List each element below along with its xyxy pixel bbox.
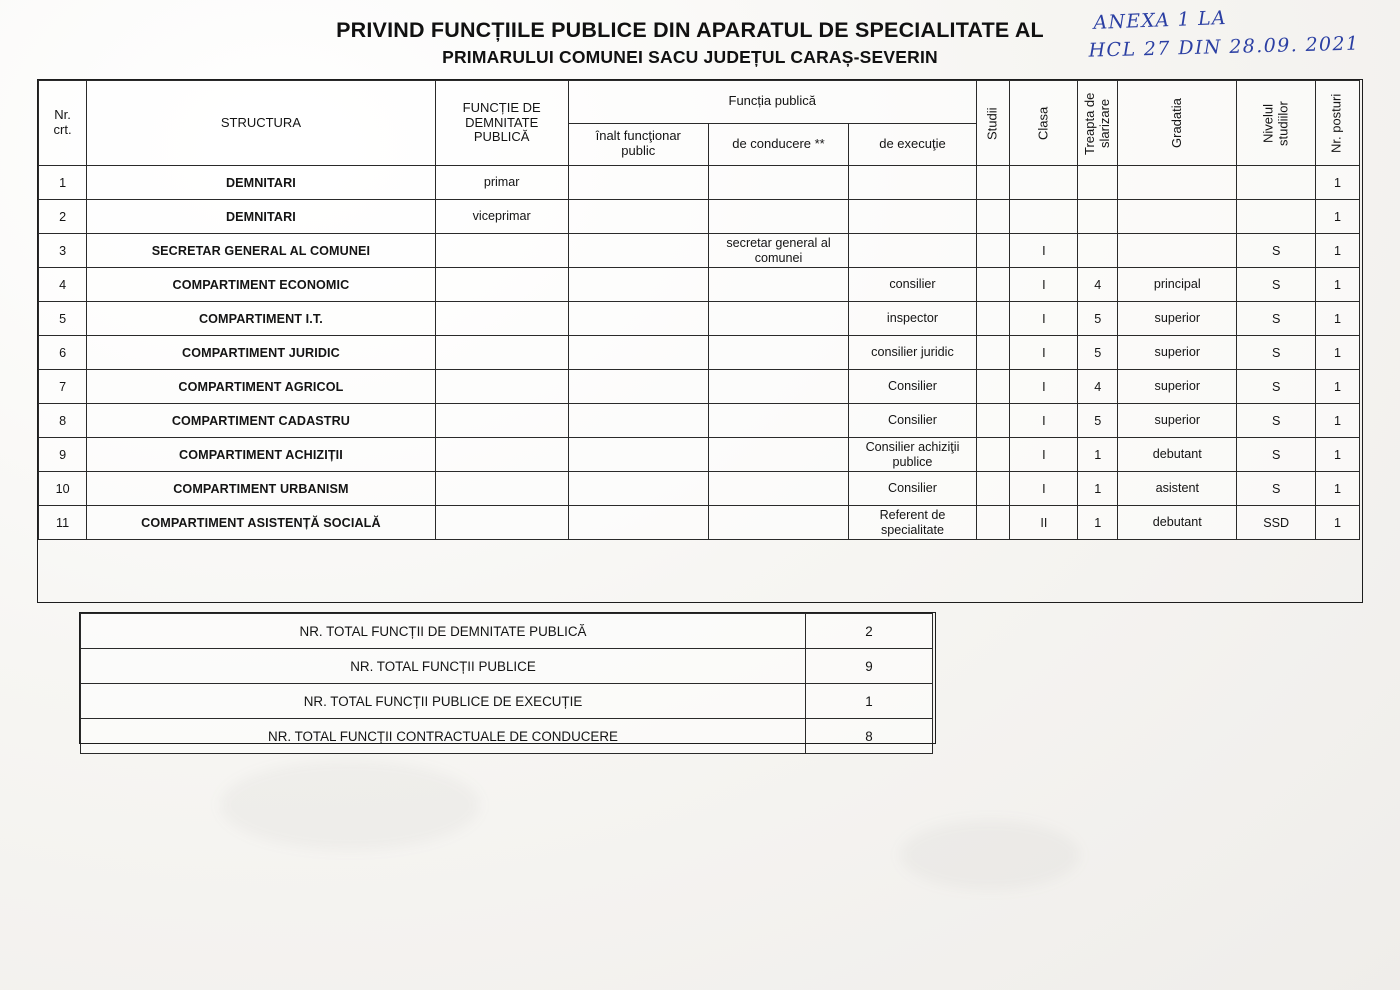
cell-structura: COMPARTIMENT URBANISM (87, 472, 436, 506)
cell-clasa: I (1010, 302, 1078, 336)
cell-studii (976, 370, 1009, 404)
table-row (39, 234, 1360, 268)
cell-demnitate (435, 472, 568, 506)
cell-gradatia (1118, 166, 1237, 200)
cell-treapta (1078, 234, 1118, 268)
cell-nr: 1 (39, 166, 87, 200)
cell-gradatia: debutant (1118, 438, 1237, 472)
cell-studii (976, 166, 1009, 200)
cell-clasa (1010, 166, 1078, 200)
cell-conducere (708, 302, 848, 336)
positions-table-body (39, 166, 1360, 540)
table-row (39, 438, 1360, 472)
header-nr-crt-line2: crt. (53, 122, 72, 137)
cell-nivel-studii: S (1237, 472, 1316, 506)
cell-demnitate (435, 438, 568, 472)
header-de-executie: de execuţie (849, 123, 977, 166)
totals-label: NR. TOTAL FUNCȚII PUBLICE (81, 649, 806, 684)
cell-clasa: II (1010, 506, 1078, 540)
cell-nr: 5 (39, 302, 87, 336)
cell-structura: COMPARTIMENT JURIDIC (87, 336, 436, 370)
table-row (39, 166, 1360, 200)
cell-treapta (1078, 166, 1118, 200)
cell-gradatia: superior (1118, 370, 1237, 404)
header-nr-crt-line1: Nr. (54, 107, 71, 123)
totals-value: 8 (806, 719, 933, 754)
header-clasa: Clasa (1010, 81, 1078, 166)
cell-gradatia: superior (1118, 404, 1237, 438)
totals-row (81, 649, 933, 684)
cell-executie: Consilier (849, 472, 977, 506)
cell-nivel-studii: S (1237, 404, 1316, 438)
cell-treapta: 5 (1078, 404, 1118, 438)
cell-nr-posturi: 1 (1315, 336, 1359, 370)
cell-gradatia: debutant (1118, 506, 1237, 540)
cell-nr-posturi: 1 (1315, 370, 1359, 404)
cell-studii (976, 506, 1009, 540)
cell-nivel-studii: S (1237, 336, 1316, 370)
cell-conducere: secretar general al comunei (708, 234, 848, 268)
table-row (39, 268, 1360, 302)
cell-nr: 2 (39, 200, 87, 234)
cell-demnitate (435, 404, 568, 438)
cell-treapta: 5 (1078, 302, 1118, 336)
cell-gradatia: superior (1118, 336, 1237, 370)
totals-label: NR. TOTAL FUNCȚII CONTRACTUALE DE CONDUCERE (81, 719, 806, 754)
handwritten-annotation (1088, 0, 1360, 68)
header-functia-publica: Funcția publică (568, 81, 976, 124)
cell-nr-posturi: 1 (1315, 472, 1359, 506)
cell-nivel-studii: S (1237, 438, 1316, 472)
cell-nivel-studii (1237, 200, 1316, 234)
header-de-conducere: de conducere ** (708, 123, 848, 166)
scan-smudge (220, 760, 480, 850)
table-row (39, 370, 1360, 404)
table-row (39, 200, 1360, 234)
header-demnitate-line3: PUBLICĂ (473, 129, 530, 145)
cell-nivel-studii: SSD (1237, 506, 1316, 540)
cell-gradatia (1118, 234, 1237, 268)
header-inalt-line2: public (621, 143, 656, 159)
cell-demnitate: primar (435, 166, 568, 200)
cell-treapta: 1 (1078, 506, 1118, 540)
cell-executie: Consilier (849, 370, 977, 404)
cell-gradatia: principal (1118, 268, 1237, 302)
cell-nr: 11 (39, 506, 87, 540)
cell-structura: SECRETAR GENERAL AL COMUNEI (87, 234, 436, 268)
cell-demnitate (435, 234, 568, 268)
cell-studii (976, 200, 1009, 234)
cell-demnitate (435, 370, 568, 404)
header-demnitate-line1: FUNCȚIE DE (462, 99, 541, 115)
cell-executie (849, 166, 977, 200)
cell-nr-posturi: 1 (1315, 268, 1359, 302)
cell-clasa: I (1010, 336, 1078, 370)
cell-demnitate (435, 302, 568, 336)
cell-nr: 4 (39, 268, 87, 302)
cell-conducere (708, 438, 848, 472)
cell-inalt-functionar (568, 166, 708, 200)
cell-treapta: 5 (1078, 336, 1118, 370)
cell-structura: COMPARTIMENT AGRICOL (87, 370, 436, 404)
cell-demnitate (435, 268, 568, 302)
cell-inalt-functionar (568, 370, 708, 404)
cell-nivel-studii: S (1237, 268, 1316, 302)
cell-nr-posturi: 1 (1315, 506, 1359, 540)
cell-treapta: 1 (1078, 438, 1118, 472)
cell-inalt-functionar (568, 268, 708, 302)
cell-nr: 3 (39, 234, 87, 268)
header-functie-demnitate-publica (435, 81, 568, 166)
table-row (39, 506, 1360, 540)
totals-label: NR. TOTAL FUNCȚII PUBLICE DE EXECUȚIE (81, 684, 806, 719)
cell-structura: COMPARTIMENT ECONOMIC (87, 268, 436, 302)
totals-row (81, 684, 933, 719)
cell-treapta: 4 (1078, 370, 1118, 404)
cell-clasa: I (1010, 370, 1078, 404)
totals-value: 2 (806, 614, 933, 649)
cell-studii (976, 438, 1009, 472)
cell-clasa: I (1010, 234, 1078, 268)
cell-executie: inspector (849, 302, 977, 336)
cell-conducere (708, 506, 848, 540)
totals-row (81, 614, 933, 649)
header-inalt-line1: înalt funcţionar (595, 128, 681, 144)
header-treapta-de-salarizare: Treapta de slarizare (1078, 81, 1118, 166)
cell-studii (976, 336, 1009, 370)
totals-label: NR. TOTAL FUNCȚII DE DEMNITATE PUBLICĂ (81, 614, 806, 649)
cell-nr-posturi: 1 (1315, 200, 1359, 234)
cell-inalt-functionar (568, 472, 708, 506)
totals-value: 1 (806, 684, 933, 719)
cell-nr-posturi: 1 (1315, 166, 1359, 200)
cell-nivel-studii: S (1237, 302, 1316, 336)
cell-structura: COMPARTIMENT ASISTENȚĂ SOCIALĂ (87, 506, 436, 540)
positions-table (38, 80, 1360, 540)
cell-conducere (708, 268, 848, 302)
totals-row (81, 719, 933, 754)
cell-nivel-studii (1237, 166, 1316, 200)
table-row (39, 302, 1360, 336)
cell-clasa: I (1010, 268, 1078, 302)
cell-nr-posturi: 1 (1315, 302, 1359, 336)
cell-inalt-functionar (568, 438, 708, 472)
cell-structura: DEMNITARI (87, 200, 436, 234)
cell-nr-posturi: 1 (1315, 404, 1359, 438)
cell-executie: Referent de specialitate (849, 506, 977, 540)
cell-nr: 10 (39, 472, 87, 506)
cell-gradatia (1118, 200, 1237, 234)
cell-conducere (708, 200, 848, 234)
header-studii: Studii (976, 81, 1009, 166)
header-inalt-functionar-public (568, 123, 708, 166)
cell-nr-posturi: 1 (1315, 234, 1359, 268)
cell-nr-posturi: 1 (1315, 438, 1359, 472)
cell-conducere (708, 336, 848, 370)
cell-demnitate (435, 336, 568, 370)
totals-value: 9 (806, 649, 933, 684)
cell-studii (976, 302, 1009, 336)
cell-studii (976, 472, 1009, 506)
cell-inalt-functionar (568, 336, 708, 370)
header-nr-posturi: Nr. posturi (1315, 81, 1359, 166)
header-gradatia: Gradatia (1118, 81, 1237, 166)
cell-clasa: I (1010, 472, 1078, 506)
cell-structura: COMPARTIMENT ACHIZIȚII (87, 438, 436, 472)
cell-conducere (708, 370, 848, 404)
cell-inalt-functionar (568, 234, 708, 268)
cell-demnitate: viceprimar (435, 200, 568, 234)
cell-executie: Consilier achiziţii publice (849, 438, 977, 472)
cell-gradatia: superior (1118, 302, 1237, 336)
cell-clasa: I (1010, 438, 1078, 472)
cell-structura: COMPARTIMENT I.T. (87, 302, 436, 336)
header-demnitate-line2: DEMNITATE (465, 114, 539, 130)
table-row (39, 472, 1360, 506)
cell-clasa: I (1010, 404, 1078, 438)
cell-inalt-functionar (568, 200, 708, 234)
cell-executie (849, 234, 977, 268)
cell-executie: consilier (849, 268, 977, 302)
header-structura: STRUCTURA (87, 81, 436, 166)
cell-studii (976, 268, 1009, 302)
cell-nivel-studii: S (1237, 234, 1316, 268)
cell-nr: 6 (39, 336, 87, 370)
table-row (39, 404, 1360, 438)
cell-inalt-functionar (568, 506, 708, 540)
cell-conducere (708, 166, 848, 200)
cell-inalt-functionar (568, 302, 708, 336)
title-line-2: PRIMARULUI COMUNEI SACU JUDEȚUL CARAȘ-SEVERIN (442, 47, 938, 67)
cell-executie (849, 200, 977, 234)
cell-nr: 8 (39, 404, 87, 438)
cell-studii (976, 234, 1009, 268)
cell-structura: COMPARTIMENT CADASTRU (87, 404, 436, 438)
handwritten-line-1: ANEXA 1 LA (1093, 6, 1228, 34)
cell-gradatia: asistent (1118, 472, 1237, 506)
cell-executie: Consilier (849, 404, 977, 438)
title-line-1: PRIVIND FUNCȚIILE PUBLICE DIN APARATUL DE SPECIALITATE AL (336, 18, 1044, 42)
cell-nr: 7 (39, 370, 87, 404)
cell-executie: consilier juridic (849, 336, 977, 370)
cell-treapta: 4 (1078, 268, 1118, 302)
cell-conducere (708, 472, 848, 506)
cell-demnitate (435, 506, 568, 540)
cell-conducere (708, 404, 848, 438)
cell-clasa (1010, 200, 1078, 234)
scan-smudge (900, 820, 1080, 890)
cell-studii (976, 404, 1009, 438)
header-nivelul-studiilor: Nivelul studiilor (1237, 81, 1316, 166)
cell-nivel-studii: S (1237, 370, 1316, 404)
totals-table (80, 613, 933, 754)
cell-treapta: 1 (1078, 472, 1118, 506)
table-row (39, 336, 1360, 370)
cell-nr: 9 (39, 438, 87, 472)
cell-treapta (1078, 200, 1118, 234)
cell-structura: DEMNITARI (87, 166, 436, 200)
cell-inalt-functionar (568, 404, 708, 438)
header-nr-crt (39, 81, 87, 166)
handwritten-line-2: HCL 27 DIN 28.09. 2021 (1088, 32, 1360, 63)
